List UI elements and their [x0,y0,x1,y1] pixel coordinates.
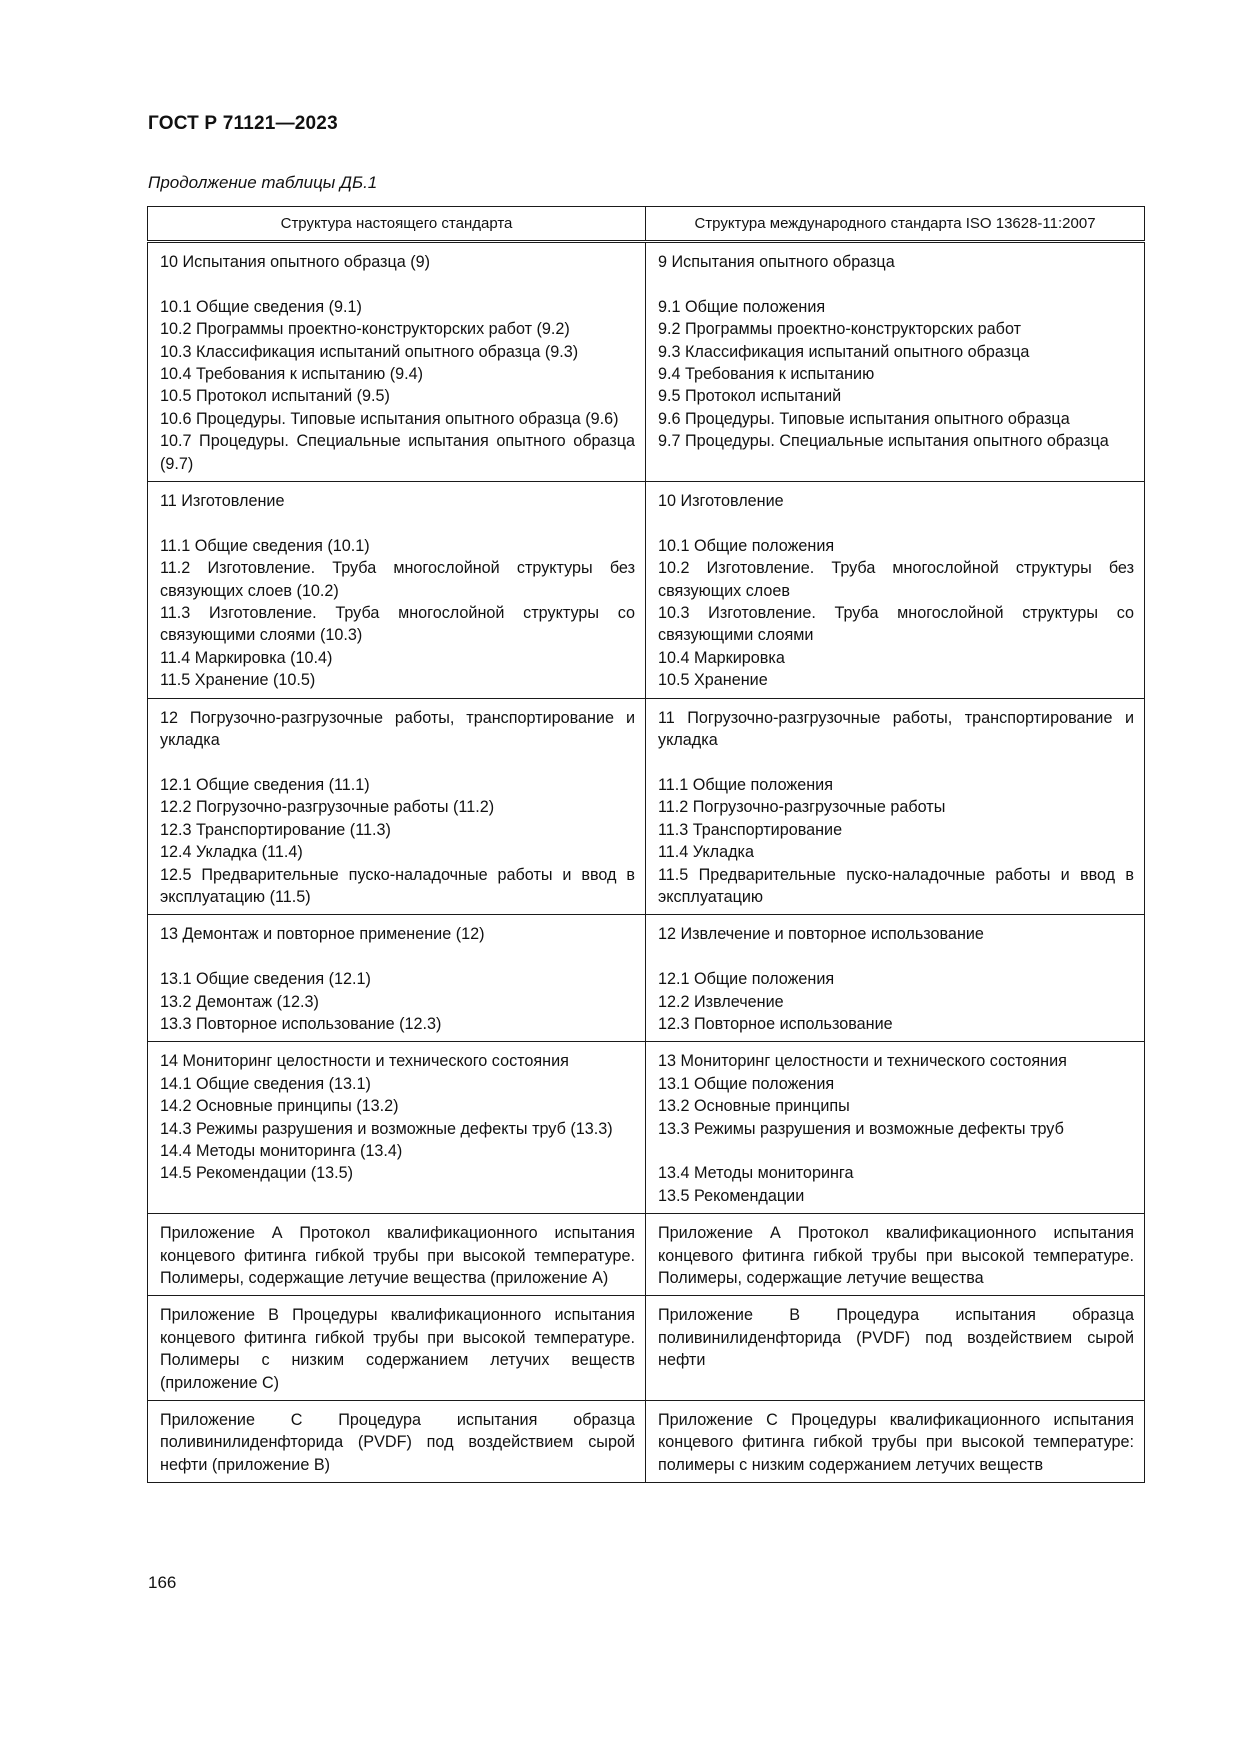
subsection-item: 11.5 Предварительные пуско-наладочные работы и ввод в эксплуатацию [658,865,1134,906]
subsection-item: 11.4 Маркировка (10.4) [160,648,333,667]
subsection-item: 10.6 Процедуры. Типовые испытания опытного образца (9.6) [160,409,619,428]
table-cell-international [646,698,1145,915]
subsection-item: 9.5 Протокол испытаний [658,387,842,406]
section-title: 12 Погрузочно-разгрузочные работы, транспортирование и укладка [160,708,635,750]
table-row [148,1042,1145,1214]
subsection-item: 9.4 Требования к испытанию [658,365,875,384]
subsection-item: 10.4 Требования к испытанию (9.4) [160,365,423,384]
table-cell-national [148,1214,646,1296]
annex-entry: Приложение С Процедуры квалификационного испытания концевого фитинга гибкой трубы при высокой температуре: полимеры с низким содержанием летучих веществ [658,1411,1134,1474]
subsection-item: 11.3 Изготовление. Труба многослойной структуры со связующими слоями (10.3) [160,604,635,645]
table-cell-international [646,1296,1145,1401]
subsection-item: 14.2 Основные принципы (13.2) [160,1097,399,1116]
table-cell-international [646,1042,1145,1214]
table-row [148,482,1145,699]
section-title: 10 Изготовление [658,492,784,511]
subsection-item: 10.7 Процедуры. Специальные испытания опытного образца (9.7) [160,432,635,473]
section-title: 11 Изготовление [160,492,285,511]
table-cell-national [148,698,646,915]
subsection-item: 9.3 Классификация испытаний опытного образца [658,342,1030,361]
table-cell-national [148,915,646,1042]
table-cell-national [148,482,646,699]
subsection-item: 11.2 Погрузочно-разгрузочные работы [658,798,946,817]
subsection-item: 11.5 Хранение (10.5) [160,671,316,690]
subsection-item: 11.1 Общие положения [658,775,833,794]
table-cell-international [646,482,1145,699]
blank-line [658,1140,1134,1162]
subsection-item: 12.2 Извлечение [658,992,784,1011]
section-title: 13 Демонтаж и повторное применение (12) [160,925,485,944]
subsection-item: 9.2 Программы проектно-конструкторских работ [658,320,1022,339]
section-title: 13 Мониторинг целостности и технического состояния [658,1052,1067,1071]
subsection-item: 12.4 Укладка (11.4) [160,843,303,862]
subsection-item: 9.1 Общие положения [658,297,826,316]
subsection-item: 13.1 Общие сведения (12.1) [160,970,371,989]
subsection-item: 10.2 Изготовление. Труба многослойной структуры без связующих слоев [658,559,1134,600]
annex-entry: Приложение В Процедура испытания образца поливинилиденфторида (PVDF) под воздействием сырой нефти [658,1306,1134,1370]
subsection-item: 10.5 Протокол испытаний (9.5) [160,387,390,406]
table-row [148,698,1145,915]
page-number: 166 [148,1573,177,1592]
subsection-item: 13.1 Общие положения [658,1074,835,1093]
section-title: 10 Испытания опытного образца (9) [160,253,430,271]
subsection-item: 10.1 Общие сведения (9.1) [160,297,362,316]
subsection-item: 10.3 Изготовление. Труба многослойной структуры со связующими слоями [658,604,1134,645]
section-title: 14 Мониторинг целостности и технического состояния [160,1052,569,1071]
table-cell-national [148,242,646,482]
table-row [148,1214,1145,1296]
table-cell-national [148,1296,646,1401]
subsection-item: 13.5 Рекомендации [658,1186,805,1205]
table-cell-national [148,1042,646,1214]
subsection-item: 10.5 Хранение [658,671,768,690]
subsection-item: 13.2 Основные принципы [658,1097,850,1116]
subsection-item: 14.5 Рекомендации (13.5) [160,1164,354,1183]
subsection-item: 13.2 Демонтаж (12.3) [160,992,319,1011]
subsection-item: 12.3 Транспортирование (11.3) [160,820,391,839]
subsection-item: 12.1 Общие сведения (11.1) [160,775,370,794]
subsection-item: 11.2 Изготовление. Труба многослойной структуры без связующих слоев (10.2) [160,559,635,600]
annex-entry: Приложение В Процедуры квалификационного испытания концевого фитинга гибкой трубы при высокой температуре. Полимеры с низким содержанием летучих веществ (приложение С) [160,1306,635,1392]
subsection-item: 14.3 Режимы разрушения и возможные дефекты труб (13.3) [160,1119,613,1138]
subsection-item: 14.4 Методы мониторинга (13.4) [160,1141,403,1160]
subsection-item: 13.4 Методы мониторинга [658,1164,854,1183]
document-code: ГОСТ Р 71121—2023 [148,113,338,134]
subsection-item: 11.3 Транспортирование [658,820,843,839]
subsection-item: 10.3 Классификация испытаний опытного образца (9.3) [160,342,579,361]
table-row [148,915,1145,1042]
subsection-item: 9.7 Процедуры. Специальные испытания опытного образца [658,432,1109,451]
subsection-item: 10.2 Программы проектно-конструкторских работ (9.2) [160,320,570,339]
subsection-item: 13.3 Режимы разрушения и возможные дефекты труб [658,1119,1064,1138]
structure-comparison-table [147,206,1145,1483]
table-cell-international [646,1401,1145,1483]
table-row [148,1401,1145,1483]
annex-entry: Приложение С Процедура испытания образца поливинилиденфторида (PVDF) под воздействием сырой нефти (приложение В) [160,1411,635,1474]
section-title: 11 Погрузочно-разгрузочные работы, транспортирование и укладка [658,708,1134,750]
annex-entry: Приложение А Протокол квалификационного испытания концевого фитинга гибкой трубы при высокой температуре. Полимеры, содержащие летучие вещества [658,1224,1134,1287]
table-row [148,242,1145,482]
table-cell-international [646,242,1145,482]
column-header-national: Структура настоящего стандарта [148,207,646,242]
table-cell-international [646,915,1145,1042]
subsection-item: 10.4 Маркировка [658,648,785,667]
table-caption: Продолжение таблицы ДБ.1 [148,173,378,192]
subsection-item: 12.3 Повторное использование [658,1014,893,1033]
subsection-item: 14.1 Общие сведения (13.1) [160,1074,371,1093]
table-header-row [148,207,1145,242]
subsection-item: 12.1 Общие положения [658,970,835,989]
subsection-item: 12.5 Предварительные пуско-наладочные работы и ввод в эксплуатацию (11.5) [160,865,635,906]
table-cell-international [646,1214,1145,1296]
table-row [148,1296,1145,1401]
table-cell-national [148,1401,646,1483]
section-title: 9 Испытания опытного образца [658,253,895,271]
subsection-item: 12.2 Погрузочно-разгрузочные работы (11.2) [160,798,495,817]
section-title: 12 Извлечение и повторное использование [658,925,984,944]
subsection-item: 13.3 Повторное использование (12.3) [160,1014,442,1033]
subsection-item: 10.1 Общие положения [658,536,835,555]
subsection-item: 11.4 Укладка [658,843,754,862]
column-header-international: Структура международного стандарта ISO 13628-11:2007 [646,207,1145,242]
subsection-item: 11.1 Общие сведения (10.1) [160,536,370,555]
annex-entry: Приложение А Протокол квалификационного испытания концевого фитинга гибкой трубы при высокой температуре. Полимеры, содержащие летучие вещества (приложение А) [160,1224,635,1287]
subsection-item: 9.6 Процедуры. Типовые испытания опытного образца [658,409,1070,428]
